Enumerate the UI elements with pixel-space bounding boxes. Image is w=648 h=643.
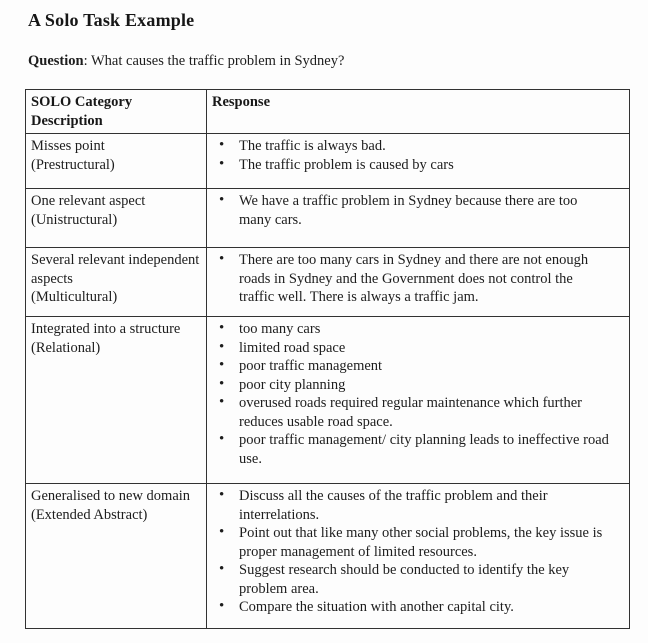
table-header-row <box>26 90 630 134</box>
question-label: Question <box>28 53 84 69</box>
header-response-cell: Response <box>207 90 630 134</box>
bullet-item: • Discuss all the causes of the traffic problem and their interrelations. <box>239 487 611 524</box>
response-bullet-list <box>209 251 611 307</box>
category-level: (Unistructural) <box>31 211 118 228</box>
category-cell <box>26 134 207 189</box>
category-name: Integrated into a structure <box>31 321 181 337</box>
bullet-item: • Compare the situation with another capital city. <box>239 598 611 617</box>
header-category-cell: SOLO Category Description <box>26 90 207 134</box>
response-bullet-list <box>209 487 611 617</box>
bullet-item: • poor city planning <box>239 376 611 395</box>
bullet-item: • There are too many cars in Sydney and there are not enough roads in Sydney and the Government does not control the traffic well. There is always a traffic jam. <box>239 251 611 307</box>
response-cell <box>207 134 630 189</box>
table-row-relational <box>26 317 630 484</box>
table-row-unistructural <box>26 189 630 248</box>
response-bullet-list <box>209 320 611 468</box>
page-title: A Solo Task Example <box>28 10 195 30</box>
bullet-item: • too many cars <box>239 320 611 339</box>
category-cell <box>26 317 207 484</box>
category-level: (Extended Abstract) <box>31 506 148 523</box>
bullet-item: • Suggest research should be conducted to identify the key problem area. <box>239 561 611 598</box>
response-bullet-list <box>209 137 611 174</box>
bullet-item: • overused roads required regular maintenance which further reduces usable road space. <box>239 394 611 431</box>
category-cell <box>26 484 207 629</box>
question-line <box>28 52 344 71</box>
table-row-prestructural <box>26 134 630 189</box>
bullet-item: • Point out that like many other social problems, the key issue is proper management of limited resources. <box>239 524 611 561</box>
category-cell <box>26 189 207 248</box>
response-bullet-list <box>209 192 611 229</box>
category-name: Generalised to new domain <box>31 488 191 504</box>
response-cell <box>207 248 630 317</box>
category-level: (Multicultural) <box>31 289 118 305</box>
bullet-item: • The traffic is always bad. <box>239 137 611 156</box>
category-name: One relevant aspect <box>31 193 146 209</box>
bullet-item: • poor traffic management <box>239 357 611 376</box>
table-row-multistructural <box>26 248 630 317</box>
response-cell <box>207 317 630 484</box>
bullet-item: • poor traffic management/ city planning leads to ineffective road use. <box>239 431 611 468</box>
response-cell <box>207 484 630 629</box>
solo-table <box>25 89 630 629</box>
bullet-item: • We have a traffic problem in Sydney because there are too many cars. <box>239 192 611 229</box>
category-level: (Relational) <box>31 339 101 356</box>
question-text: : What causes the traffic problem in Sydney? <box>83 53 345 69</box>
category-cell <box>26 248 207 317</box>
category-name: Misses point <box>31 138 105 154</box>
bullet-item: • The traffic problem is caused by cars <box>239 156 611 175</box>
table-row-extended-abstract <box>26 484 630 629</box>
category-name: Several relevant independent aspects <box>31 252 200 287</box>
response-cell <box>207 189 630 248</box>
category-level: (Prestructural) <box>31 156 115 173</box>
bullet-item: • limited road space <box>239 339 611 358</box>
